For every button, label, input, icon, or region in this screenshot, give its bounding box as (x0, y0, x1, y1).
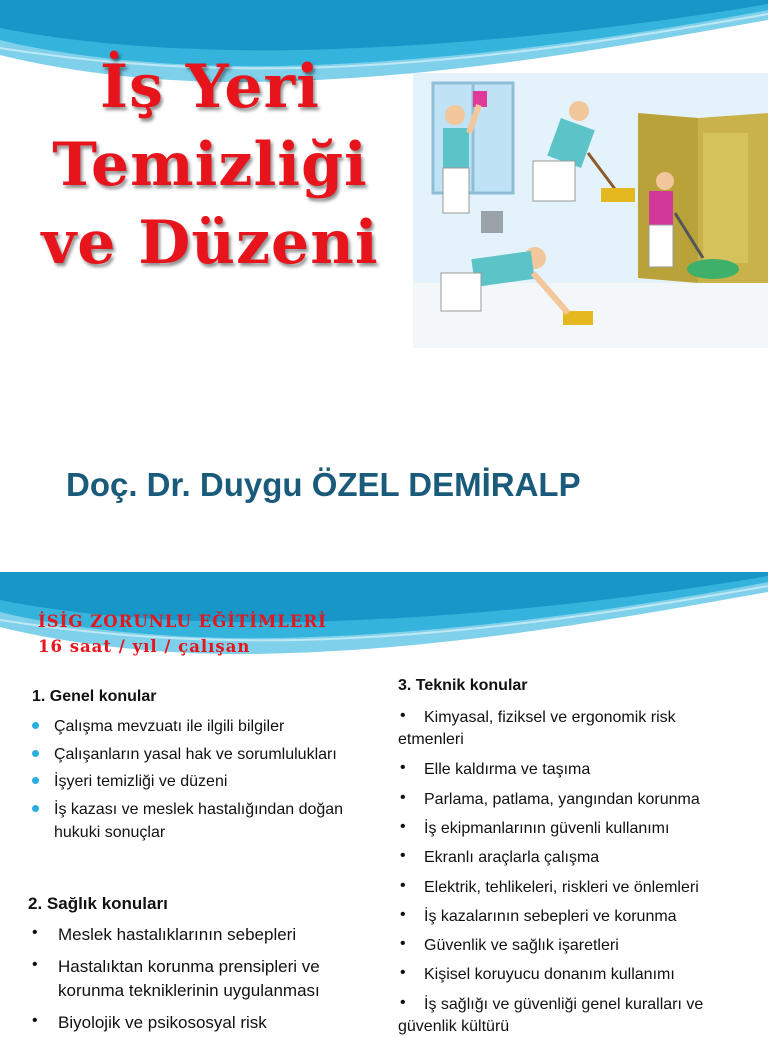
cleaning-workers-illustration (413, 73, 768, 348)
bullet-icon: • (400, 994, 406, 1011)
author-name: Doç. Dr. Duygu ÖZEL DEMİRALP (66, 466, 581, 503)
general-item: İşyeri temizliği ve düzeni (54, 773, 228, 790)
technical-item: Elektrik, tehlikeleri, riskleri ve önlemleri (424, 879, 699, 896)
bullet-icon: • (400, 935, 406, 952)
title-line-1: İş Yeri (100, 52, 320, 122)
bullet-icon: • (32, 924, 38, 941)
technical-topics-title: 3. Teknik konular (398, 677, 528, 694)
technical-item: Güvenlik ve sağlık işaretleri (424, 937, 619, 954)
technical-item: Parlama, patlama, yangından korunma (424, 791, 700, 808)
health-item: Biyolojik ve psikososyal risk (58, 1013, 267, 1032)
technical-item: Ekranlı araçlarla çalışma (424, 849, 600, 866)
health-item-continuation: korunma tekniklerinin uygulanması (58, 981, 320, 1000)
general-item: Çalışma mevzuatı ile ilgili bilgiler (54, 718, 285, 735)
title-line-2: Temizliği (52, 130, 368, 200)
bullet-icon: • (32, 1012, 38, 1029)
bullet-icon: • (400, 759, 406, 776)
technical-item: İş sağlığı ve güvenliği genel kuralları ve (424, 996, 704, 1013)
general-topics-title: 1. Genel konular (32, 688, 157, 705)
bullet-icon: • (400, 877, 406, 894)
bullet-icon: • (32, 956, 38, 973)
bullet-icon (32, 777, 39, 784)
general-item: Çalışanların yasal hak ve sorumlulukları (54, 746, 337, 763)
health-item: Hastalıktan korunma prensipleri ve (58, 957, 320, 976)
technical-item: Kimyasal, fiziksel ve ergonomik risk (424, 709, 676, 726)
general-item: İş kazası ve meslek hastalığından doğan (54, 801, 344, 818)
health-item: Meslek hastalıklarının sebepleri (58, 925, 297, 944)
bullet-icon: • (400, 964, 406, 981)
health-topics-title: 2. Sağlık konuları (28, 894, 168, 913)
bullet-icon (32, 750, 39, 757)
training-topics-slide (0, 572, 768, 1035)
bullet-icon (32, 722, 39, 729)
bullet-icon (32, 805, 39, 812)
bullet-icon: • (400, 707, 406, 724)
bullet-icon: • (400, 789, 406, 806)
title-line-3: ve Düzeni (41, 208, 379, 278)
technical-item-continuation: güvenlik kültürü (398, 1018, 510, 1035)
section-header-line-1: İSİG ZORUNLU EĞİTİMLERİ (38, 612, 327, 631)
technical-item-continuation: etmenleri (398, 731, 464, 748)
technical-item: Elle kaldırma ve taşıma (424, 761, 591, 778)
general-item-continuation: hukuki sonuçlar (54, 824, 166, 841)
bullet-icon: • (400, 906, 406, 923)
technical-item: Kişisel koruyucu donanım kullanımı (424, 966, 675, 983)
section-header-line-2: 16 saat / yıl / çalışan (38, 637, 251, 656)
technical-item: İş kazalarının sebepleri ve korunma (424, 908, 677, 925)
bullet-icon: • (400, 847, 406, 864)
bullet-icon: • (400, 818, 406, 835)
technical-item: İş ekipmanlarının güvenli kullanımı (424, 820, 670, 837)
